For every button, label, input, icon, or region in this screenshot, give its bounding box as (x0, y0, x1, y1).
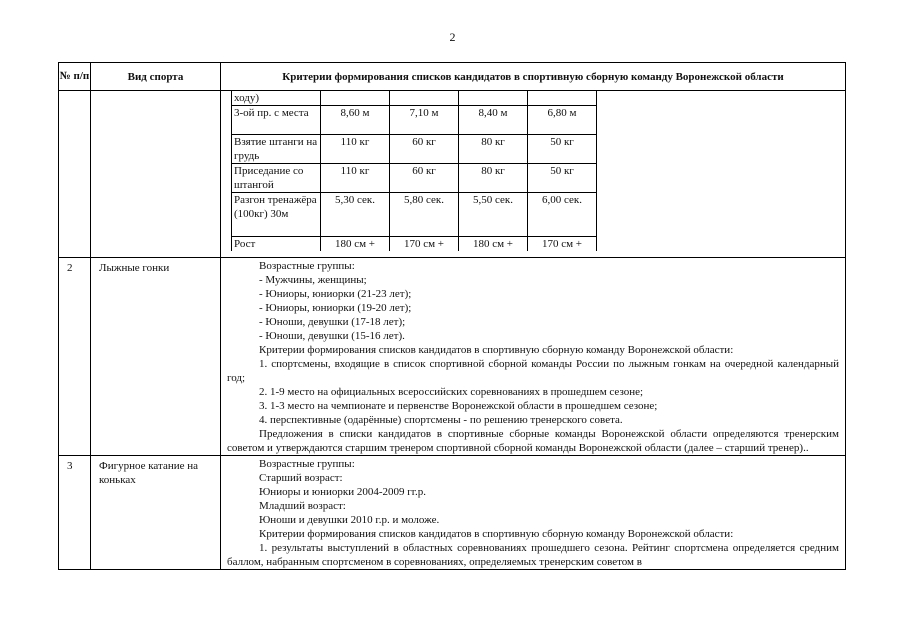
norms-value: 180 см + (459, 237, 528, 252)
norms-label: Разгон тренажёра (100кг) 30м (232, 193, 321, 237)
sport-name: Лыжные гонки (91, 258, 221, 456)
norms-row (232, 106, 597, 135)
criteria-cell-skating (221, 456, 846, 570)
table-row-skating (59, 456, 846, 570)
norms-label: ходу) (232, 91, 321, 106)
header-sport: Вид спорта (91, 63, 221, 91)
norms-value (321, 91, 390, 106)
norms-label: 3-ой пр. с места (232, 106, 321, 135)
norms-cell (221, 91, 846, 258)
criteria-line: - Юноши, девушки (17-18 лет); (259, 316, 406, 328)
row-number: 3 (59, 456, 91, 570)
norms-value: 180 см + (321, 237, 390, 252)
norms-value: 7,10 м (390, 106, 459, 135)
sport-name: Фигурное катание на коньках (91, 456, 221, 570)
criteria-line: - Юниоры, юниорки (21-23 лет); (259, 288, 412, 300)
page-number: 2 (449, 30, 456, 44)
criteria-line: - Юноши, девушки (15-16 лет). (259, 330, 405, 342)
norms-value: 8,40 м (459, 106, 528, 135)
norms-label: Взятие штанги на грудь (232, 135, 321, 164)
row-num-empty (59, 91, 91, 258)
table-row-ski (59, 258, 846, 456)
norms-value: 6,00 сек. (528, 193, 597, 237)
criteria-cell-ski (221, 258, 846, 456)
row-sport-empty (91, 91, 221, 258)
criteria-line: 4. перспективные (одарённые) спортсмены - по решению тренерского совета. (259, 414, 623, 426)
norms-value: 80 кг (459, 164, 528, 193)
criteria-line: Возрастные группы: (259, 260, 355, 272)
criteria-line: Критерии формирования списков кандидатов в спортивную сборную команду Воронежской области: (259, 344, 734, 356)
table-row-norms (59, 91, 846, 258)
criteria-line: - Мужчины, женщины; (259, 274, 367, 286)
header-criteria: Критерии формирования списков кандидатов в спортивную сборную команду Воронежской области (221, 63, 846, 91)
header-num: № п/п (59, 63, 91, 91)
criteria-line: Возрастные группы: (259, 458, 355, 470)
norms-value: 110 кг (321, 135, 390, 164)
norms-value (390, 91, 459, 106)
criteria-line: 2. 1-9 место на официальных всероссийских соревнованиях в прошедшем сезоне; (259, 386, 644, 398)
criteria-table (58, 62, 846, 570)
criteria-line: Юниоры и юниорки 2004-2009 гг.р. (259, 486, 427, 498)
norms-label: Рост (232, 237, 321, 252)
norms-value: 50 кг (528, 164, 597, 193)
criteria-line: Старший возраст: (259, 472, 343, 484)
norms-value (528, 91, 597, 106)
criteria-line: - Юниоры, юниорки (19-20 лет); (259, 302, 412, 314)
norms-value: 6,80 м (528, 106, 597, 135)
norms-value: 50 кг (528, 135, 597, 164)
table-header-row (59, 63, 846, 91)
norms-row (232, 164, 597, 193)
criteria-line: Критерии формирования списков кандидатов в спортивную сборную команду Воронежской области: (259, 528, 734, 540)
norms-value: 60 кг (390, 164, 459, 193)
norms-value: 110 кг (321, 164, 390, 193)
criteria-line: 1. спортсмены, входящие в список спортивной сборной команды России по лыжным гонкам на очередной календарный год; (227, 358, 839, 384)
norms-value (459, 91, 528, 106)
criteria-line: Младший возраст: (259, 500, 346, 512)
norms-value: 8,60 м (321, 106, 390, 135)
norms-value: 5,30 сек. (321, 193, 390, 237)
norms-value: 5,80 сек. (390, 193, 459, 237)
norms-value: 170 см + (390, 237, 459, 252)
criteria-line: Предложения в списки кандидатов в спортивные сборные команды Воронежской области определяются тренерским советом и утверждаются старшим тренером спортивной сборной команды Воронежской области (далее – старший тренер).. (227, 428, 839, 454)
norms-value: 80 кг (459, 135, 528, 164)
criteria-line: 3. 1-3 место на чемпионате и первенстве Воронежской области в прошедшем сезоне; (259, 400, 658, 412)
criteria-line: Юноши и девушки 2010 г.р. и моложе. (259, 514, 440, 526)
norms-row (232, 237, 597, 252)
norms-label: Приседание со штангой (232, 164, 321, 193)
norms-value: 170 см + (528, 237, 597, 252)
norms-row (232, 91, 597, 106)
row-number: 2 (59, 258, 91, 456)
norms-value: 5,50 сек. (459, 193, 528, 237)
norms-row (232, 135, 597, 164)
norms-value: 60 кг (390, 135, 459, 164)
norms-row (232, 193, 597, 237)
criteria-line: 1. результаты выступлений в областных соревнованиях прошедшего сезона. Рейтинг спортсмена определяется средним баллом, набранным спортсменом в соревнованиях, определяемых тренерским советом в (227, 542, 839, 568)
norms-table (231, 91, 597, 251)
